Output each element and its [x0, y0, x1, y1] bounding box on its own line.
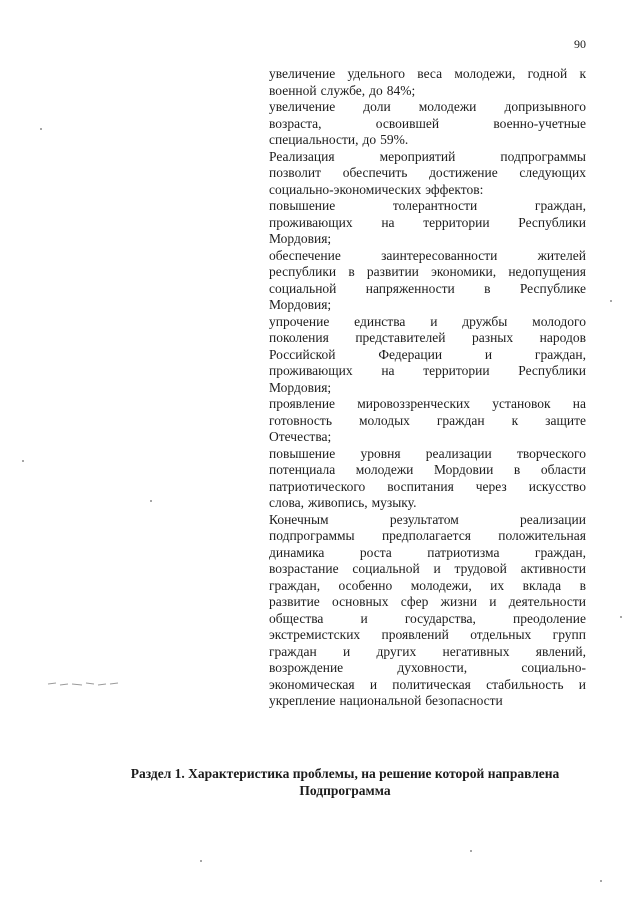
word: установок: [492, 396, 551, 411]
word: увеличение: [269, 66, 336, 81]
text-line: [269, 363, 586, 380]
word: повышение: [269, 198, 336, 213]
word: явлений,: [535, 643, 586, 659]
text-line: [269, 677, 586, 694]
word: повышение: [269, 445, 336, 461]
text-line: [269, 495, 586, 512]
word: социальной: [269, 280, 337, 296]
word: молодежи,: [410, 577, 472, 593]
word: 84%;: [386, 82, 416, 98]
word: сфер: [400, 594, 429, 609]
word: толерантности: [392, 198, 478, 213]
text-line: [269, 660, 586, 677]
word: увеличение: [269, 99, 336, 114]
word: экономики,: [431, 264, 497, 279]
text-line: [269, 413, 586, 430]
word: специальности,: [269, 132, 359, 147]
word: укрепление: [269, 693, 336, 708]
word: граждан: [436, 412, 485, 428]
word: мероприятий: [379, 148, 456, 164]
word: Мордовия;: [269, 297, 332, 312]
word: реализации: [520, 511, 586, 527]
text-line: [269, 446, 586, 463]
word: обеспечение: [269, 247, 341, 263]
word: групп: [552, 627, 586, 642]
body-text: [269, 66, 586, 710]
word: мировоззренческих: [357, 396, 470, 411]
word: заинтересованности: [381, 247, 498, 263]
word: динамика: [269, 544, 325, 560]
word: допризывного: [504, 99, 586, 114]
scan-speck: [22, 460, 24, 462]
word: деятельности: [508, 594, 586, 609]
word: возраста,: [269, 115, 322, 131]
text-line: [269, 512, 586, 529]
word: эффектов:: [425, 181, 484, 197]
word: территории: [423, 363, 490, 378]
word: напряженности: [365, 280, 455, 296]
text-line: [269, 396, 586, 413]
word: и: [484, 346, 493, 362]
word: удельного: [347, 66, 406, 81]
word: стабильность: [486, 676, 564, 692]
word: и: [433, 561, 441, 576]
section-heading: [90, 765, 600, 799]
word: в: [579, 577, 586, 593]
scan-speck: [600, 880, 602, 882]
text-line: [269, 578, 586, 595]
word: преодоление: [513, 610, 586, 626]
word: Мордовия;: [269, 379, 332, 395]
text-line: [269, 462, 586, 479]
word: социальной: [352, 561, 420, 576]
word: подпрограммы: [500, 148, 586, 164]
word: национальной: [339, 693, 422, 708]
word: искусство: [528, 478, 586, 494]
text-line: [269, 281, 586, 298]
word: народов: [539, 330, 586, 345]
word: веса: [417, 66, 443, 81]
word: трудовой: [454, 561, 507, 576]
word: обеспечить: [342, 165, 408, 180]
word: Республики: [518, 363, 586, 378]
word: представителей: [355, 330, 446, 345]
word: реализации: [425, 445, 492, 461]
word: духовности,: [397, 660, 468, 675]
word: молодежи: [355, 462, 414, 477]
word: особенно: [338, 577, 393, 593]
word: их: [490, 577, 505, 593]
text-line: [269, 561, 586, 578]
text-line: [269, 644, 586, 661]
text-line: [269, 528, 586, 545]
word: военной: [269, 82, 317, 98]
section-heading-line-1: Раздел 1. Характеристика проблемы, на решение которой направлена: [130, 766, 560, 781]
text-line: [269, 149, 586, 166]
word: развитие: [269, 594, 320, 609]
word: граждан,: [269, 577, 321, 593]
word: развитии: [366, 264, 419, 279]
word: и: [489, 594, 497, 609]
text-line: [269, 297, 586, 314]
word: воспитания: [387, 478, 454, 494]
word: до: [362, 132, 377, 147]
text-line: [269, 215, 586, 232]
text-line: [269, 380, 586, 397]
text-line: [269, 314, 586, 331]
word: проявление: [269, 396, 336, 411]
word: годной: [527, 66, 568, 81]
word: Республики: [518, 214, 586, 230]
word: слова,: [269, 495, 305, 510]
word: положительная: [498, 528, 586, 543]
text-line: [269, 165, 586, 182]
word: республики: [269, 264, 337, 279]
word: Реализация: [269, 148, 335, 164]
text-line: [269, 347, 586, 364]
word: следующих: [519, 165, 586, 180]
word: доли: [363, 99, 391, 114]
word: и: [369, 676, 378, 692]
word: упрочение: [269, 313, 330, 329]
word: негативных: [442, 643, 510, 659]
word: молодого: [532, 313, 586, 329]
word: граждан,: [534, 346, 586, 362]
text-line: [269, 330, 586, 347]
word: граждан,: [534, 198, 586, 213]
word: освоившей: [375, 115, 440, 131]
word: активности: [520, 561, 586, 576]
word: разных: [472, 330, 514, 345]
word: живопись,: [308, 495, 368, 510]
word: проявлений: [381, 627, 449, 642]
word: до: [369, 82, 383, 98]
word: молодежи: [418, 99, 477, 114]
word: патриотизма: [427, 544, 500, 560]
section-heading-line-2: Подпрограмма: [299, 783, 391, 798]
text-line: [269, 264, 586, 281]
word: государства,: [404, 610, 476, 626]
text-line: [269, 182, 586, 199]
page-number: 90: [574, 37, 586, 51]
word: молодежи,: [454, 66, 516, 81]
word: проживающих: [269, 363, 353, 378]
word: политическая: [392, 676, 471, 692]
word: предполагается: [381, 528, 471, 543]
word: к: [579, 66, 586, 81]
word: уровня: [360, 445, 401, 461]
text-line: [269, 594, 586, 611]
word: позволит: [269, 165, 322, 180]
word: вклада: [522, 577, 562, 593]
word: других: [376, 643, 417, 659]
text-line: [269, 627, 586, 644]
word: жителей: [537, 247, 586, 263]
word: в: [484, 280, 491, 296]
word: Мордовия;: [269, 231, 332, 246]
scan-speck: [620, 616, 622, 618]
word: основных: [332, 594, 389, 609]
word: в: [513, 462, 521, 477]
word: и: [360, 610, 368, 626]
word: возрастание: [269, 561, 339, 576]
word: патриотического: [269, 478, 366, 494]
text-line: [269, 83, 586, 100]
word: результатом: [389, 511, 459, 527]
scan-speck: [470, 850, 472, 852]
word: социально-экономических: [269, 181, 422, 197]
word: творческого: [516, 445, 586, 461]
word: Конечным: [269, 511, 329, 527]
word: Мордовии: [433, 462, 494, 477]
word: достижение: [429, 165, 498, 180]
word: музыку.: [371, 495, 417, 510]
word: экстремистских: [269, 627, 361, 642]
word: защите: [545, 412, 586, 428]
word: подпрограммы: [269, 528, 355, 543]
scan-noise-mark: [46, 680, 121, 688]
text-line: [269, 545, 586, 562]
text-line: [269, 198, 586, 215]
text-line: [269, 132, 586, 149]
word: Республике: [519, 280, 586, 296]
word: и: [430, 313, 438, 329]
text-line: [269, 248, 586, 265]
word: безопасности: [425, 693, 503, 708]
word: единства: [354, 313, 406, 329]
word: военно-учетные: [493, 115, 586, 131]
word: поколения: [269, 330, 329, 345]
word: социально-: [521, 660, 586, 675]
word: и: [578, 676, 586, 692]
text-line: [269, 99, 586, 116]
text-line: [269, 479, 586, 496]
word: экономическая: [269, 676, 355, 692]
word: готовность: [269, 412, 332, 428]
word: и: [343, 643, 351, 659]
word: области: [540, 462, 586, 477]
word: граждан,: [534, 544, 586, 560]
word: жизни: [440, 594, 477, 609]
word: проживающих: [269, 214, 353, 230]
word: недопущения: [508, 264, 586, 279]
word: общества: [269, 610, 324, 626]
text-line: [269, 231, 586, 248]
word: на: [381, 363, 395, 378]
word: дружбы: [462, 313, 508, 329]
word: в: [348, 264, 355, 279]
word: возрождение: [269, 660, 344, 675]
word: молодых: [358, 412, 410, 428]
word: отдельных: [470, 627, 532, 642]
word: 59%.: [380, 132, 409, 147]
text-line: [269, 66, 586, 83]
word: граждан: [269, 643, 317, 659]
text-line: [269, 611, 586, 628]
word: Российской: [269, 346, 336, 362]
word: через: [475, 478, 507, 494]
word: Отечества;: [269, 429, 332, 444]
text-line: [269, 429, 586, 446]
scan-speck: [200, 860, 202, 862]
word: на: [572, 396, 586, 411]
text-line: [269, 116, 586, 133]
word: территории: [423, 214, 490, 230]
word: службе,: [320, 82, 366, 98]
scan-speck: [150, 500, 152, 502]
word: на: [381, 214, 395, 230]
word: потенциала: [269, 462, 336, 477]
scan-speck: [610, 300, 612, 302]
word: роста: [359, 544, 392, 560]
word: к: [511, 412, 519, 428]
word: Федерации: [378, 346, 443, 362]
text-line: [269, 693, 586, 710]
scan-speck: [40, 128, 42, 130]
